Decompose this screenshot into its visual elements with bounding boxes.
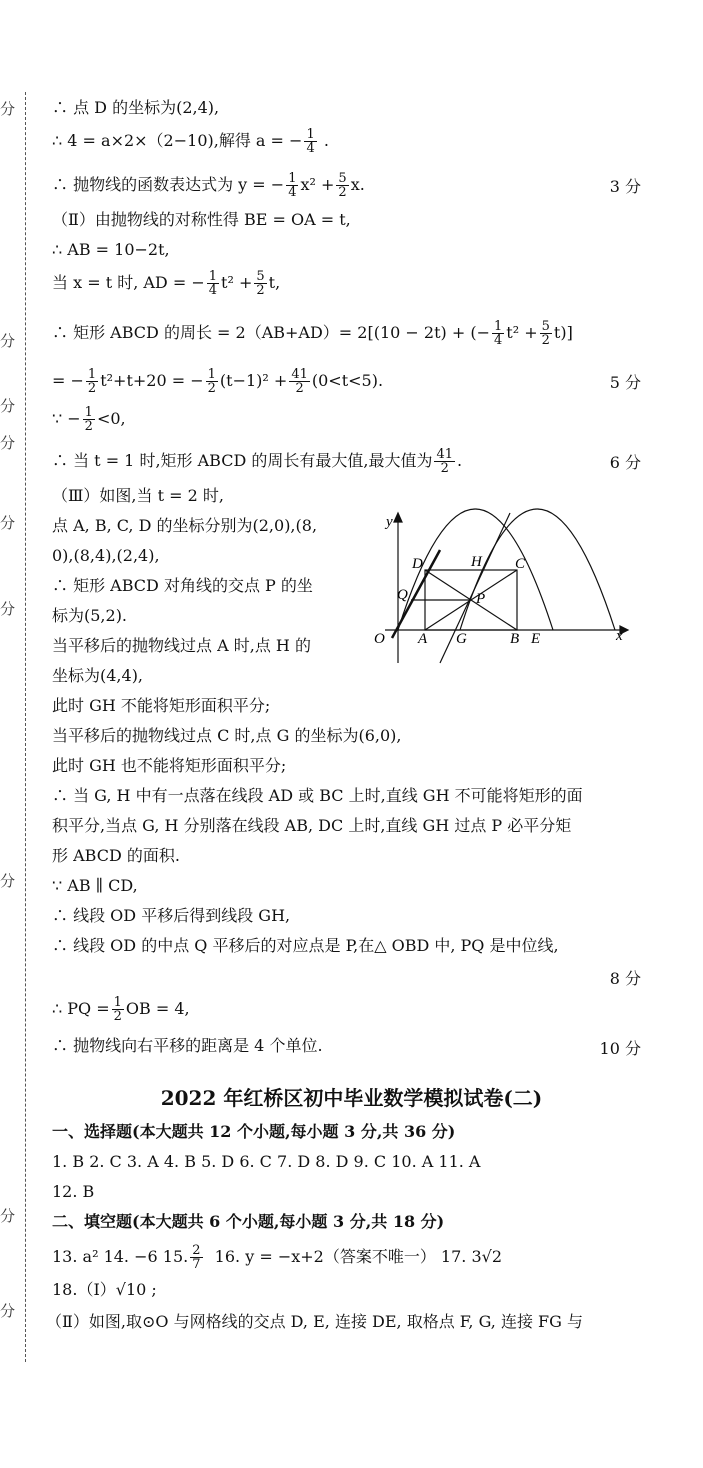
solution-line: 点 A, B, C, D 的坐标分别为(2,0),(8, bbox=[52, 516, 318, 535]
solution-line: 坐标为(4,4), bbox=[52, 666, 144, 685]
section-heading: 一、选择题(本大题共 12 个小题,每小题 3 分,共 36 分) bbox=[52, 1122, 456, 1141]
label-A: A bbox=[418, 631, 428, 647]
score: 10 分 bbox=[599, 1039, 641, 1058]
label-H: H bbox=[471, 554, 482, 570]
solution-line: 此时 GH 也不能将矩形面积平分; bbox=[52, 756, 287, 775]
fraction: $\frac{1}{4}$ bbox=[208, 269, 218, 298]
solution-line: ∴ 抛物线的函数表达式为 y = − $\frac{1}{4}$ x² + $\frac{5}{2}$ x. bbox=[52, 171, 365, 200]
fraction: $\frac{1}{4}$ bbox=[288, 171, 297, 200]
solution-line: ∴ PQ = $\frac{1}{2}$ OB = 4, bbox=[52, 995, 190, 1024]
label-Q: Q bbox=[397, 587, 408, 603]
fraction: $\frac{1}{2}$ bbox=[113, 995, 122, 1024]
fraction: $\frac{1}{2}$ bbox=[87, 367, 97, 396]
y-axis-arrow bbox=[394, 513, 402, 522]
answer-line: 12. B bbox=[52, 1182, 95, 1201]
margin-mark: 分 bbox=[0, 872, 16, 890]
margin-mark: 分 bbox=[0, 600, 16, 618]
fraction: $\frac{1}{4}$ bbox=[493, 319, 503, 348]
answer-line: 13. a² 14. −6 15. $\frac{2}{7}$ 16. y = −x+2（答案不唯一） 17. 3√2 bbox=[52, 1243, 503, 1272]
score: 5 分 bbox=[609, 373, 641, 392]
parabola-figure bbox=[370, 508, 640, 668]
solution-line: ∵ − $\frac{1}{2}$ <0, bbox=[52, 405, 126, 434]
fraction: $\frac{1}{4}$ bbox=[306, 127, 315, 156]
label-E: E bbox=[531, 631, 541, 647]
fraction: $\frac{1}{2}$ bbox=[84, 405, 93, 434]
score: 3 分 bbox=[609, 177, 641, 196]
label-G: G bbox=[456, 631, 467, 647]
line-GH bbox=[440, 513, 510, 663]
solution-line: 当平移后的抛物线过点 A 时,点 H 的 bbox=[52, 636, 311, 655]
label-B: B bbox=[510, 631, 520, 647]
margin-mark: 分 bbox=[0, 1302, 16, 1320]
solution-line: 0),(8,4),(2,4), bbox=[52, 546, 160, 565]
label-y: y bbox=[386, 514, 393, 530]
solution-line: ∴ 点 D 的坐标为(2,4), bbox=[52, 98, 220, 117]
solution-line: 当平移后的抛物线过点 C 时,点 G 的坐标为(6,0), bbox=[52, 726, 402, 745]
solution-line: ∴ 矩形 ABCD 的周长 = 2（AB+AD）= 2[(10 − 2t) + (− $\frac{1}{4}$ t² + $\frac{5}{2}$ t)] bbox=[52, 319, 573, 348]
label-O: O bbox=[374, 631, 385, 647]
score: 8 分 bbox=[609, 969, 641, 988]
label-D: D bbox=[412, 556, 423, 572]
answer-line: （Ⅱ）如图,取⊙O 与网格线的交点 D, E, 连接 DE, 取格点 F, G, 连接 FG 与 bbox=[46, 1312, 584, 1331]
solution-line: 形 ABCD 的面积. bbox=[52, 846, 180, 865]
solution-line: 标为(5,2). bbox=[52, 606, 128, 625]
solution-line: 当 x = t 时, AD = − $\frac{1}{4}$ t² + $\frac{5}{2}$ t, bbox=[52, 269, 281, 298]
solution-line: ∴ 线段 OD 平移后得到线段 GH, bbox=[52, 906, 291, 925]
label-C: C bbox=[515, 556, 526, 572]
solution-line: ∴ 4 = a×2×（2−10),解得 a = − $\frac{1}{4}$ . bbox=[52, 127, 329, 156]
fraction: $\frac{41}{2}$ bbox=[436, 447, 454, 476]
fraction: $\frac{2}{7}$ bbox=[192, 1243, 201, 1272]
margin-mark: 分 bbox=[0, 397, 16, 415]
solution-line: ∴ 当 G, H 中有一点落在线段 AD 或 BC 上时,直线 GH 不可能将矩形的面 bbox=[52, 786, 583, 805]
binding-rule bbox=[25, 92, 26, 1362]
label-P: P bbox=[476, 591, 486, 607]
section-heading: 二、填空题(本大题共 6 个小题,每小题 3 分,共 18 分) bbox=[52, 1212, 445, 1231]
margin-mark: 分 bbox=[0, 332, 16, 350]
answer-line: 1. B 2. C 3. A 4. B 5. D 6. C 7. D 8. D 9. C 10. A 11. A bbox=[52, 1152, 481, 1171]
margin-mark: 分 bbox=[0, 100, 16, 118]
solution-line: ∴ AB = 10−2t, bbox=[52, 240, 170, 259]
solution-line: ∴ 抛物线向右平移的距离是 4 个单位. bbox=[52, 1036, 323, 1055]
solution-line: ∴ 线段 OD 的中点 Q 平移后的对应点是 P,在△ OBD 中, PQ 是中位线, bbox=[52, 936, 559, 955]
solution-line: （Ⅱ）由抛物线的对称性得 BE = OA = t, bbox=[52, 210, 351, 229]
margin-mark: 分 bbox=[0, 434, 16, 452]
solution-line: ∵ AB ∥ CD, bbox=[52, 876, 138, 895]
fraction: $\frac{5}{2}$ bbox=[541, 319, 550, 348]
score: 6 分 bbox=[609, 453, 641, 472]
solution-line: （Ⅲ）如图,当 t = 2 时, bbox=[52, 486, 224, 505]
fraction: $\frac{5}{2}$ bbox=[256, 269, 265, 298]
fraction: $\frac{41}{2}$ bbox=[291, 367, 308, 396]
margin-mark: 分 bbox=[0, 514, 16, 532]
solution-line: 积平分,当点 G, H 分别落在线段 AB, DC 上时,直线 GH 过点 P 必平分矩 bbox=[52, 816, 572, 835]
solution-line: ∴ 当 t = 1 时,矩形 ABCD 的周长有最大值,最大值为 $\frac{41}{2}$ . bbox=[52, 447, 463, 476]
fraction: $\frac{1}{2}$ bbox=[207, 367, 216, 396]
solution-line: ∴ 矩形 ABCD 对角线的交点 P 的坐 bbox=[52, 576, 313, 595]
label-x: x bbox=[616, 628, 623, 644]
solution-line: 此时 GH 不能将矩形面积平分; bbox=[52, 696, 271, 715]
solution-line: = − $\frac{1}{2}$ t²+t+20 = − $\frac{1}{2}$ (t−1)² + $\frac{41}{2}$ (0<t<5). bbox=[52, 367, 384, 396]
answer-line: 18.（Ⅰ）√10 ; bbox=[52, 1280, 157, 1299]
fraction: $\frac{5}{2}$ bbox=[338, 171, 347, 200]
paper-title: 2022 年红桥区初中毕业数学模拟试卷(二) bbox=[160, 1086, 543, 1110]
margin-mark: 分 bbox=[0, 1207, 16, 1225]
